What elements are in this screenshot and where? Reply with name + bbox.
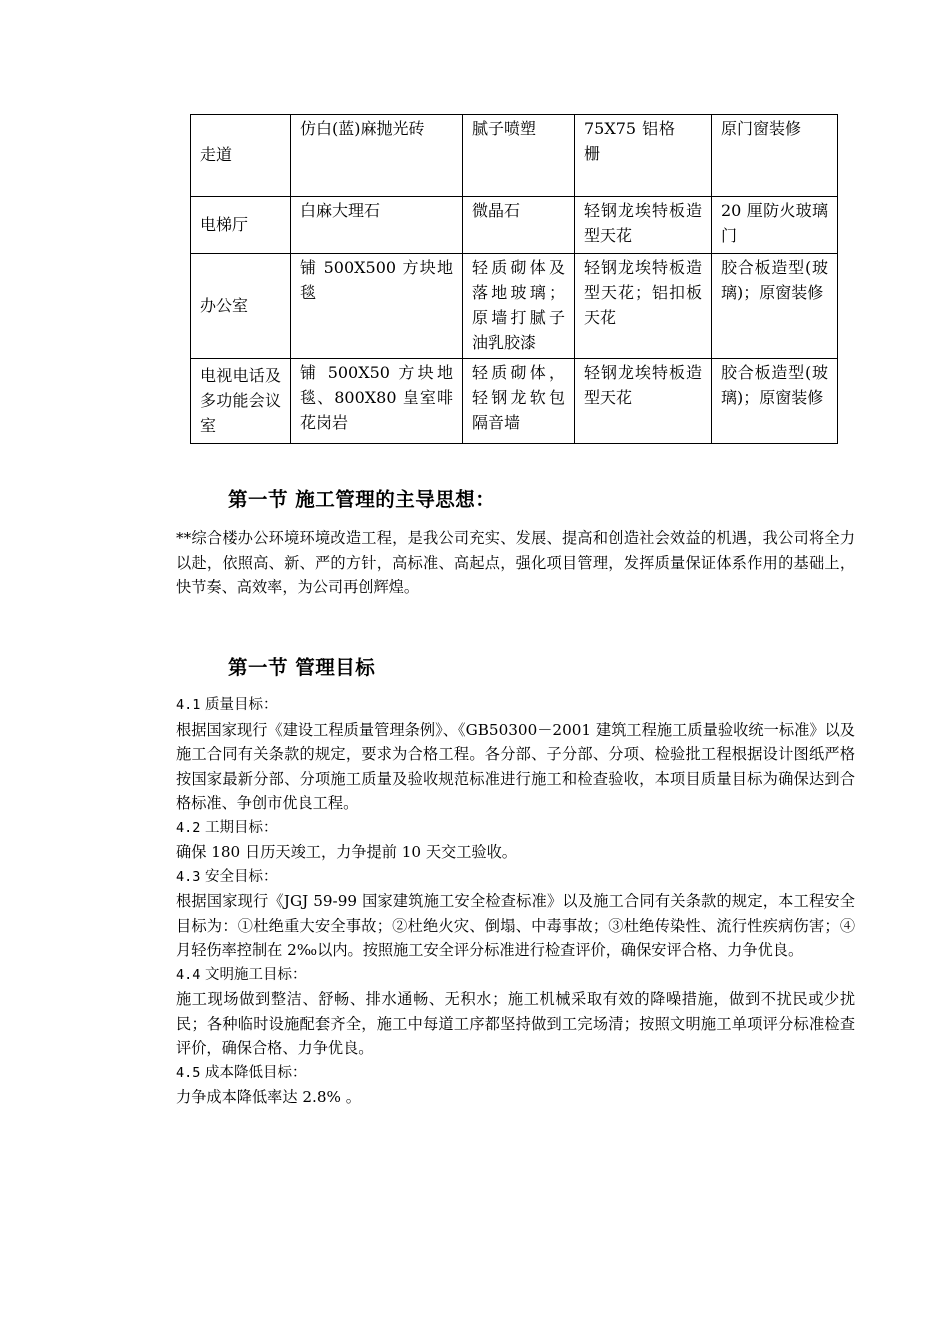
ceiling-cell: 轻钢龙埃特板造型天花；铝扣板天花 — [575, 254, 712, 359]
goal-title: 工期目标： — [205, 819, 278, 836]
goal-number: 4.4 — [176, 966, 201, 983]
goal-body-quality: 根据国家现行《建设工程质量管理条例》、《GB50300－2001 建筑工程施工质量验收统一标准》以及施工合同有关条款的规定，要求为合格工程。各分部、子分部、分项、检验批工程根据设计图纸严格按国家最新分部、分项施工质量及验收规范标准进行施工和检查验收，本项目质量目标为确保达到合格标准、争创市优良工程。 — [176, 720, 855, 812]
goal-body-civilized-construction: 施工现场做到整洁、舒畅、排水通畅、无积水；施工机械采取有效的降噪措施，做到不扰民或少扰民；各种临时设施配套齐全，施工中每道工序都坚持做到工完场清；按照文明施工单项评分标准检查评价，确保合格、力争优良。 — [176, 990, 855, 1057]
wall-cell: 轻质砌体，轻钢龙软包隔音墙 — [463, 359, 575, 444]
door-window-cell: 胶合板造型(玻璃)；原窗装修 — [712, 359, 838, 444]
goal-title: 质量目标： — [205, 697, 278, 713]
goal-body-schedule: 确保 180 日历天竣工，力争提前 10 天交工验收。 — [176, 843, 517, 861]
goal-title: 成本降低目标： — [205, 1064, 307, 1081]
table-row — [191, 197, 838, 254]
door-window-cell: 胶合板造型(玻璃)；原窗装修 — [712, 254, 838, 359]
goal-heading-schedule — [176, 816, 855, 841]
floor-cell: 铺 500X500 方块地毯 — [291, 254, 463, 359]
goal-title: 安全目标： — [205, 868, 278, 885]
goal-body-safety: 根据国家现行《JGJ 59-99 国家建筑施工安全检查标准》以及施工合同有关条款的规定，本工程安全目标为：①杜绝重大安全事故；②杜绝火灾、倒塌、中毒事故；③杜绝传染性、流行性疾病伤害；④月轻伤率控制在 2‰以内。按照施工安全评分标准进行检查评价，确保安评合格、力争优良。 — [176, 892, 855, 959]
ceiling-cell: 75X75 铝格栅 — [575, 115, 712, 197]
table-row — [191, 115, 838, 197]
section-heading-management-goals: 第一节 管理目标 — [228, 656, 376, 679]
door-window-cell: 原门窗装修 — [712, 115, 838, 197]
door-window-cell: 20 厘防火玻璃门 — [712, 197, 838, 254]
goal-number: 4.1 — [176, 697, 201, 713]
management-goals-list — [176, 693, 855, 1110]
floor-cell: 仿白(蓝)麻抛光砖 — [291, 115, 463, 197]
wall-cell: 腻子喷塑 — [463, 115, 575, 197]
goal-title: 文明施工目标： — [205, 966, 307, 983]
area-cell: 电视电话及多功能会议室 — [191, 359, 291, 444]
area-cell: 电梯厅 — [191, 197, 291, 254]
finish-schedule-table — [190, 114, 838, 444]
guiding-ideology-paragraph — [176, 526, 855, 600]
floor-cell: 铺 500X50 方块地毯、800X80 皇室啡花岗岩 — [291, 359, 463, 444]
wall-cell: 微晶石 — [463, 197, 575, 254]
goal-number: 4.3 — [176, 868, 201, 885]
goal-heading-cost-reduction — [176, 1061, 855, 1086]
wall-cell: 轻质砌体及落地玻璃；原墙打腻子油乳胶漆 — [463, 254, 575, 359]
paragraph-text: **综合楼办公环境环境改造工程，是我公司充实、发展、提高和创造社会效益的机遇，我公司将全力以赴，依照高、新、严的方针，高标准、高起点，强化项目管理，发挥质量保证体系作用的基础上，快节奏、高效率，为公司再创辉煌。 — [176, 529, 855, 596]
table-row — [191, 254, 838, 359]
goal-number: 4.2 — [176, 819, 201, 836]
table-row — [191, 359, 838, 444]
ceiling-cell: 轻钢龙埃特板造型天花 — [575, 197, 712, 254]
section-heading-guiding-ideology: 第一节 施工管理的主导思想： — [228, 488, 496, 511]
goal-heading-civilized-construction — [176, 963, 855, 988]
goal-heading-quality — [176, 693, 855, 718]
goal-heading-safety — [176, 865, 855, 890]
goal-number: 4.5 — [176, 1064, 201, 1081]
area-cell: 办公室 — [191, 254, 291, 359]
ceiling-cell: 轻钢龙埃特板造型天花 — [575, 359, 712, 444]
floor-cell: 白麻大理石 — [291, 197, 463, 254]
area-cell: 走道 — [191, 115, 291, 197]
goal-body-cost-reduction: 力争成本降低率达 2.8% 。 — [176, 1088, 361, 1106]
